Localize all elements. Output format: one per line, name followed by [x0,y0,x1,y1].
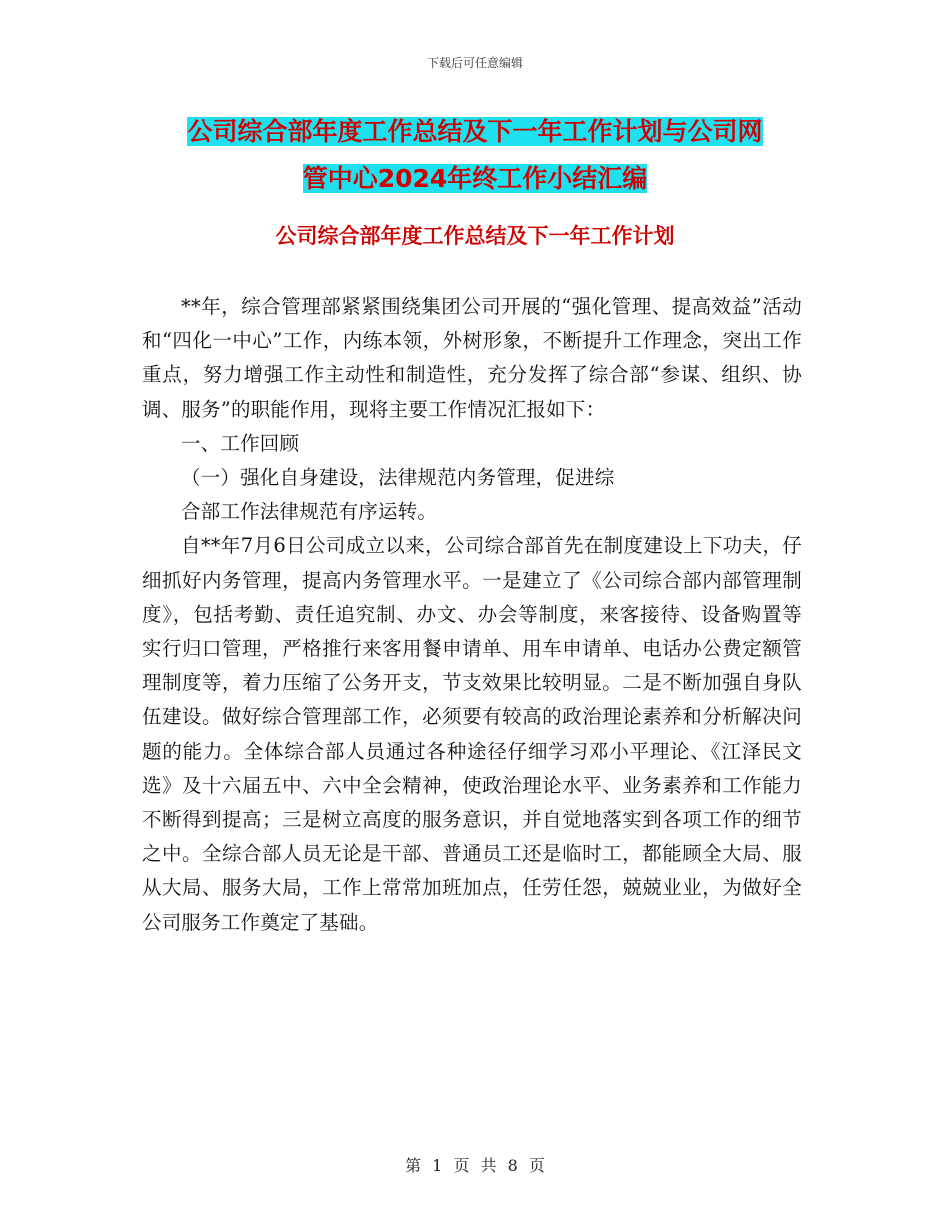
title-line-2: 管中心2024年终工作小结汇编 [302,164,648,193]
intro-paragraph: **年，综合管理部紧紧围绕集团公司开展的“强化管理、提高效益”活动和“四化一中心”工作，内练本领，外树形象，不断提升工作理念，突出工作重点，努力增强工作主动性和制造性，充分发挥了综合部“参谋、组织、协调、服务”的职能作用，现将主要工作情况汇报如下： [142,295,802,421]
heading-work-review: 一、工作回顾 [181,431,300,455]
page-footer: 第 1 页 共 8 页 [405,1156,545,1175]
body-paragraph: 自**年7月6日公司成立以来，公司综合部首先在制度建设上下功夫，仔细抓好内务管理，提高内务管理水平。一是建立了《公司综合部内部管理制度》，包括考勤、责任追究制、办文、办会等制度，来客接待、设备购置等实行归口管理，严格推行来客用餐申请单、用车申请单、电话办公费定额管理制度等，着力压缩了公务开支，节支效果比较明显。二是不断加强自身队伍建设。做好综合管理部工作，必须要有较高的政治理论素养和分析解决问题的能力。全体综合部人员通过各种途径仔细学习邓小平理论、《江泽民文选》及十六届五中、六中全会精神，使政治理论水平、业务素养和工作能力不断得到提高；三是树立高度的服务意识，并自觉地落实到各项工作的细节之中。全综合部人员无论是干部、普通员工还是临时工，都能顾全大局、服从大局、服务大局，工作上常常加班加点，任劳任怨，兢兢业业，为做好全公司服务工作奠定了基础。 [142,534,802,934]
subheading-1-continued: 合部工作法律规范有序运转。 [181,500,438,524]
header-note: 下载后可任意编辑 [426,56,523,70]
document-title [0,108,950,202]
subheading-1: （一）强化自身建设，法律规范内务管理，促进综 [181,466,615,490]
title-line-1: 公司综合部年度工作总结及下一年工作计划与公司网 [187,117,763,146]
body-content [142,290,802,940]
section-title: 公司综合部年度工作总结及下一年工作计划 [275,224,675,248]
